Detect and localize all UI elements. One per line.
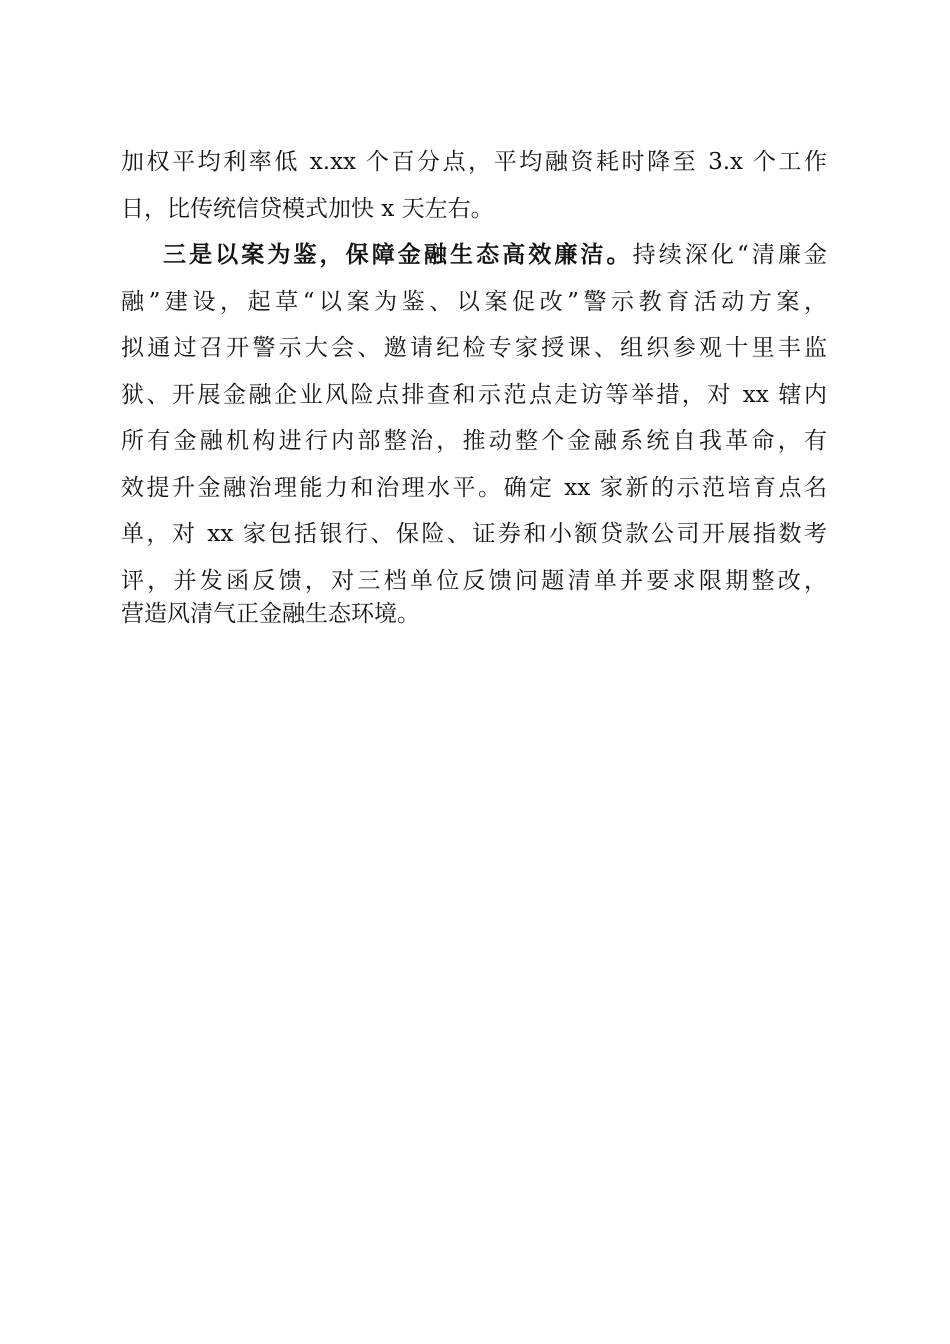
paragraph-2-line-1 [163, 240, 827, 270]
paragraph-1-line-2: 日，比传统信贷模式加快 x 天左右。 [121, 196, 494, 222]
paragraph-2-line-6: 效提升金融治理能力和治理水平。确定 xx 家新的示范培育点名 [121, 475, 827, 501]
paragraph-2-line-4: 狱、开展金融企业风险点排查和示范点走访等举措，对 xx 辖内 [121, 382, 827, 408]
paragraph-2-first-line-rest: 持续深化“清廉金 [632, 242, 827, 268]
paragraph-2-line-3: 拟通过召开警示大会、邀请纪检专家授课、组织参观十里丰监 [121, 335, 827, 361]
paragraph-2-line-5: 所有金融机构进行内部整治，推动整个金融系统自我革命，有 [121, 428, 827, 454]
paragraph-1-line-1: 加权平均利率低 x.xx 个百分点，平均融资耗时降至 3.x 个工作 [121, 149, 827, 175]
paragraph-2-line-9: 营造风清气正金融生态环境。 [121, 601, 420, 627]
paragraph-2-line-7: 单，对 xx 家包括银行、保险、证券和小额贷款公司开展指数考 [121, 521, 827, 547]
paragraph-2-line-8: 评，并发函反馈，对三档单位反馈问题清单并要求限期整改， [121, 568, 827, 594]
paragraph-2-line-2: 融”建设，起草“以案为鉴、以案促改”警示教育活动方案， [121, 289, 827, 315]
paragraph-2-lead-sentence: 三是以案为鉴，保障金融生态高效廉洁。 [163, 241, 633, 268]
